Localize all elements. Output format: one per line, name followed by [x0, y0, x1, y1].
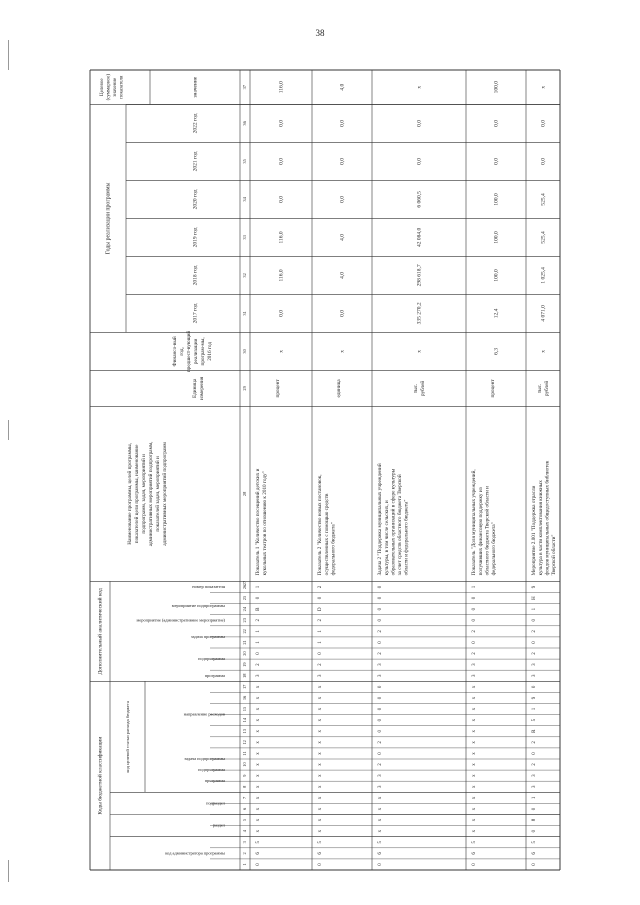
code-cell: x [318, 829, 324, 833]
code-cell: 3 [532, 785, 538, 788]
code-cell: x [256, 685, 262, 689]
header-additional-code: Дополнительный аналитический код [97, 588, 104, 675]
header-name-column: административных мероприятий подпрограмм [162, 442, 169, 546]
code-cell: 2 [318, 663, 324, 666]
code-cell: 6 [472, 852, 478, 855]
header-unit: измерения [199, 376, 206, 400]
row-y2019: 116,0 [278, 231, 285, 244]
header-name-column: показателей задач, мероприятий и [155, 456, 162, 532]
column-number: 28 [242, 491, 248, 497]
row-y2019: 100,0 [493, 231, 500, 244]
code-cell: 2 [378, 630, 384, 633]
code-cell: x [472, 774, 478, 777]
code-cell: x [472, 707, 478, 711]
code-cell: 1 [256, 585, 262, 589]
row-y2018: 298 618,7 [416, 264, 423, 287]
row-y2017: 335 270,2 [416, 302, 423, 325]
code-cell: x [256, 829, 262, 833]
header-financial: Финансо-вый [172, 336, 179, 367]
header-add-event-sub: мероприятие подпрограммы [171, 602, 225, 608]
code-cell: 0 [378, 685, 384, 689]
row-y2021: 0,0 [493, 157, 500, 165]
row-y2020: 0,0 [339, 195, 346, 203]
code-cell: x [318, 763, 324, 766]
code-cell: 0 [532, 863, 538, 866]
code-cell: x [318, 752, 324, 755]
row-fin2016: x [339, 350, 346, 353]
code-cell: 3 [532, 774, 538, 777]
code-cell: 0 [378, 585, 384, 589]
code-cell: 8 [532, 818, 538, 822]
code-cell: 0 [318, 863, 324, 866]
code-cell: 1 [532, 607, 538, 611]
header-y2017: 2017 год [192, 303, 199, 324]
row-unit: тыс. [413, 383, 420, 394]
column-number: 24 [242, 606, 248, 612]
row-y2018: 116,0 [278, 269, 285, 282]
row-name: культуры, в том числе сельских, и [383, 500, 390, 576]
code-cell: 0 [472, 596, 478, 600]
code-cell: x [378, 829, 384, 833]
header-y2020: 2020 год [192, 189, 199, 210]
row-y2021: 0,0 [339, 157, 346, 165]
code-cell: 1 [532, 796, 538, 800]
code-cell: 2 [472, 652, 478, 655]
code-cell: 2 [256, 663, 262, 666]
code-cell: x [472, 796, 478, 800]
code-cell: x [256, 696, 262, 700]
header-unit: Единица [192, 378, 199, 399]
row-name: областного бюджета Тверской области и [484, 486, 491, 576]
code-cell: x [472, 685, 478, 689]
column-number: 26 [242, 584, 248, 590]
column-number: 9 [242, 774, 248, 777]
code-cell: x [256, 807, 262, 811]
code-cell: 5 [318, 841, 324, 844]
row-target: 116,0 [278, 81, 285, 94]
code-cell: x [256, 741, 262, 744]
code-cell: 5 [256, 841, 262, 844]
row-name: Показатель 2 "Количество новых постановок, [317, 474, 324, 576]
code-cell: x [318, 807, 324, 811]
code-cell: x [378, 818, 384, 822]
code-cell: x [318, 785, 324, 788]
code-cell: x [256, 730, 262, 733]
column-number: 7 [242, 796, 248, 799]
column-number: 11 [242, 751, 248, 756]
row-name: федерального бюджета" [490, 522, 497, 576]
code-cell: x [318, 741, 324, 744]
code-cell: 0 [532, 752, 538, 755]
header-budget-codes: Коды бюджетной классификации [97, 736, 104, 815]
row-unit: процент [490, 379, 497, 398]
row-y2018: 4,0 [339, 271, 346, 279]
code-cell: 3 [378, 774, 384, 777]
row-y2019: 4,0 [339, 233, 346, 241]
header-y2022: 2022 год [192, 113, 199, 134]
row-y2021: 0,0 [540, 157, 547, 165]
code-cell: 0 [532, 807, 538, 811]
code-cell: 0 [378, 607, 384, 611]
code-cell: 2 [532, 741, 538, 744]
code-cell: x [472, 730, 478, 733]
code-cell: x [256, 785, 262, 788]
code-cell: 0 [378, 641, 384, 644]
column-number: 6 [242, 807, 248, 811]
header-target-code: код целевой статьи расхода бюджета [125, 701, 131, 773]
code-cell: 2 [256, 619, 262, 622]
header-podprogramma: подпрограмма [198, 767, 225, 773]
row-name: Показатель 1 "Количество посещений детских и [255, 468, 262, 576]
code-cell: x [318, 685, 324, 689]
page-number: 38 [315, 28, 325, 38]
header-target-value: Целевое [100, 78, 106, 97]
header-value: значение [192, 76, 199, 98]
code-cell: 0 [378, 696, 384, 700]
code-cell: 5 [532, 718, 538, 722]
header-podrazdel: подраздел [206, 800, 225, 806]
code-cell: x [318, 818, 324, 822]
code-cell: 0 [256, 652, 262, 655]
row-y2018: 100,0 [493, 269, 500, 282]
code-cell: 1 [472, 585, 478, 589]
code-cell: 1 [318, 641, 324, 644]
row-name: получивших финансовую поддержку из [477, 487, 484, 576]
row-unit: тыс. [537, 383, 544, 394]
code-cell: 0 [532, 641, 538, 644]
header-financial: реализации [193, 338, 200, 365]
column-number: 21 [242, 640, 248, 645]
row-y2017: 0,0 [278, 309, 285, 317]
row-name: Показатель "Доля муниципальных учреждений, [471, 469, 478, 576]
row-y2017: 0,0 [339, 309, 346, 317]
row-unit: рублей [544, 380, 551, 397]
header-name-column: показателей цели программы, наименование [134, 444, 141, 544]
code-cell: x [256, 763, 262, 766]
row-y2022: 0,0 [278, 119, 285, 127]
header-add-programma: программа [204, 672, 225, 678]
column-number: 23 [242, 618, 248, 623]
row-name: Тверской области" [550, 534, 557, 576]
code-cell: 2 [378, 741, 384, 744]
code-cell: 0 [378, 619, 384, 622]
code-cell: 0 [378, 596, 384, 600]
header-target-value: (суммарное) [106, 74, 112, 101]
row-name: культура в части комплектования книжных [537, 480, 544, 576]
code-cell: 5 [472, 841, 478, 844]
code-cell: 0 [378, 863, 384, 866]
code-cell: 2 [532, 630, 538, 633]
column-number: 20 [242, 651, 248, 656]
header-financial: програм-мы, [200, 337, 207, 366]
code-cell: 3 [472, 674, 478, 677]
column-number: 25 [242, 595, 248, 601]
code-cell: 0 [378, 752, 384, 755]
code-cell: 1 [256, 641, 262, 644]
header-admin-code: код администратора программы [165, 850, 225, 856]
column-number: 37 [242, 85, 248, 90]
code-cell: 2 [472, 630, 478, 633]
code-cell: 0 [256, 596, 262, 600]
code-cell: x [256, 718, 262, 722]
code-cell: 0 [318, 652, 324, 655]
row-target: x [416, 85, 423, 89]
code-cell: x [256, 774, 262, 777]
row-y2022: 0,0 [540, 119, 547, 127]
code-cell: 5 [378, 841, 384, 844]
header-name-column: административных мероприятий подпрограмм, [148, 441, 155, 547]
header-target-value: значение [113, 77, 119, 97]
row-fin2016: x [540, 350, 547, 353]
code-cell: x [318, 696, 324, 700]
code-cell: 3 [256, 674, 262, 677]
header-y2021: 2021 год [192, 151, 199, 172]
code-cell: 6 [256, 852, 262, 855]
header-add-event: мероприятие (административное мероприятие) [136, 617, 225, 623]
header-event-direction: направление расходов [183, 711, 225, 717]
header-name-column: Наименование программы, целей программы, [127, 443, 134, 545]
code-cell: 0 [472, 619, 478, 622]
row-name: Мероприятие 2.001 "Поддержка отрасли [531, 485, 538, 576]
row-y2019: 42 084,0 [416, 227, 423, 248]
row-unit: процент [275, 379, 282, 398]
column-number: 30 [242, 349, 248, 354]
row-y2020: 525,4 [540, 193, 547, 206]
column-number: 29 [242, 386, 248, 391]
column-number: 8 [242, 785, 248, 788]
code-cell: R [532, 729, 538, 733]
code-cell: 6 [318, 852, 324, 855]
code-cell: 2 [318, 585, 324, 589]
row-name: осуществленных с помощью средств [323, 493, 330, 576]
row-name: образовательных организаций в сфере культуры [390, 468, 397, 576]
code-cell: 3 [532, 674, 538, 677]
column-number: 36 [242, 121, 248, 126]
row-unit: рублей [420, 380, 427, 397]
code-cell: Н [532, 596, 538, 600]
row-name: области и федерального бюджета" [403, 499, 410, 576]
code-cell: x [472, 718, 478, 722]
row-name: кукольных театров по отношению к 2010 году" [261, 471, 268, 576]
column-number: 15 [242, 706, 248, 712]
code-cell: 0 [532, 685, 538, 689]
row-y2017: 4 071,0 [540, 305, 547, 322]
header-razdel: раздел [212, 822, 225, 828]
code-cell: x [472, 752, 478, 755]
column-number: 1 [242, 863, 248, 866]
code-cell: x [256, 818, 262, 822]
code-cell: x [256, 752, 262, 755]
code-cell: 9 [532, 696, 538, 700]
code-cell: 0 [378, 718, 384, 722]
code-cell: x [318, 718, 324, 722]
code-cell: 2 [378, 652, 384, 655]
column-number: 17 [242, 684, 248, 690]
row-y2017: 12,4 [493, 308, 500, 319]
header-indicator-number: номер показателя [192, 583, 225, 589]
code-cell: 6 [532, 852, 538, 855]
header-y2018: 2018 год [192, 265, 199, 286]
row-target: x [540, 85, 547, 89]
header-programma: программа [204, 778, 225, 784]
row-y2019: 525,4 [540, 231, 547, 244]
row-y2022: 0,0 [339, 119, 346, 127]
row-y2022: 0,0 [416, 119, 423, 127]
column-number: 18 [242, 673, 248, 678]
column-number: 31 [242, 311, 248, 316]
code-cell: x [318, 796, 324, 800]
code-cell: x [318, 774, 324, 777]
code-cell: 0 [532, 829, 538, 833]
code-cell: x [378, 796, 384, 800]
code-cell: x [256, 707, 262, 711]
code-cell: x [472, 763, 478, 766]
code-cell: x [318, 730, 324, 733]
code-cell: x [472, 741, 478, 744]
code-cell: x [256, 796, 262, 800]
column-number: 5 [242, 818, 248, 822]
row-y2018: 1 025,4 [540, 267, 547, 284]
code-cell: 3 [532, 663, 538, 666]
budget-table [90, 70, 560, 870]
row-y2021: 0,0 [278, 157, 285, 165]
code-cell: 0 [532, 619, 538, 622]
row-fin2016: x [416, 350, 423, 353]
code-cell: x [472, 829, 478, 833]
code-cell: 0 [256, 863, 262, 866]
code-cell: 0 [318, 596, 324, 600]
row-name: федерального бюджета" [330, 522, 337, 576]
column-number: 10 [242, 762, 248, 767]
code-cell: 2 [532, 652, 538, 655]
header-financial: предшест-вующий [186, 330, 193, 373]
column-number: 35 [242, 159, 248, 164]
row-name: Задача 2 "Поддержка муниципальных учреждений [377, 463, 384, 576]
column-number: 19 [242, 662, 248, 667]
code-cell: x [472, 807, 478, 811]
column-number: 3 [242, 841, 248, 844]
row-name: фондов муниципальных общедоступных библиотек [544, 460, 551, 576]
column-number: 12 [242, 740, 248, 745]
row-fin2016: x [278, 350, 285, 353]
code-cell: 3 [318, 674, 324, 677]
code-cell: 5 [532, 841, 538, 844]
header-y2019: 2019 год [192, 227, 199, 248]
column-number: 22 [242, 629, 248, 634]
column-number: 4 [242, 830, 248, 833]
row-target: 100,0 [493, 81, 500, 94]
code-cell: 2 [378, 763, 384, 766]
row-unit: единица [336, 379, 343, 398]
code-cell: 2 [318, 619, 324, 622]
code-cell: 3 [378, 663, 384, 666]
header-years: Годы реализации программы [105, 182, 112, 255]
code-cell: 3 [378, 785, 384, 788]
column-number: 14 [242, 717, 248, 723]
code-cell: 1 [256, 630, 262, 633]
column-number: 2 [242, 852, 248, 855]
column-number: 27 [242, 580, 248, 586]
code-cell: 3 [472, 663, 478, 666]
code-cell: 0 [472, 607, 478, 611]
code-cell: x [318, 707, 324, 711]
column-number: 13 [242, 729, 248, 734]
row-fin2016: 6,3 [493, 347, 500, 355]
row-y2020: 6 060,5 [416, 191, 423, 208]
header-target-value: показателя [119, 75, 125, 99]
code-cell: x [472, 696, 478, 700]
header-task: задача подпрограммы [184, 756, 225, 762]
code-cell: 1 [318, 630, 324, 633]
code-cell: 1 [532, 707, 538, 711]
row-y2020: 100,0 [493, 193, 500, 206]
header-name-column: подпрограмм, задач, мероприятий и [141, 454, 148, 534]
header-financial: 2016 год [207, 342, 214, 361]
code-cell: 0 [378, 730, 384, 733]
code-cell: В [256, 607, 262, 611]
column-number: 16 [242, 695, 248, 701]
row-target: 4,0 [339, 83, 346, 91]
code-cell: 2 [532, 763, 538, 766]
code-cell: 3 [378, 674, 384, 677]
row-y2020: 0,0 [278, 195, 285, 203]
code-cell: x [378, 807, 384, 811]
code-cell: 0 [472, 863, 478, 866]
code-cell: 6 [378, 852, 384, 855]
code-cell: x [472, 818, 478, 822]
header-add-podprogramma: подпрограмма [198, 656, 225, 662]
header-financial: год, [179, 347, 186, 356]
column-number: 33 [242, 235, 248, 240]
code-cell: x [472, 785, 478, 788]
row-y2022: 0,0 [493, 119, 500, 127]
code-cell: 0 [378, 707, 384, 711]
header-add-task: задача программы [190, 633, 225, 639]
code-cell: 9 [532, 585, 538, 589]
code-cell: D [318, 607, 324, 611]
row-y2021: 0,0 [416, 157, 423, 165]
row-name: за счет средств областного бюджета Тверской [396, 474, 403, 576]
code-cell: 0 [472, 641, 478, 644]
column-number: 34 [242, 197, 248, 202]
column-number: 32 [242, 273, 248, 278]
